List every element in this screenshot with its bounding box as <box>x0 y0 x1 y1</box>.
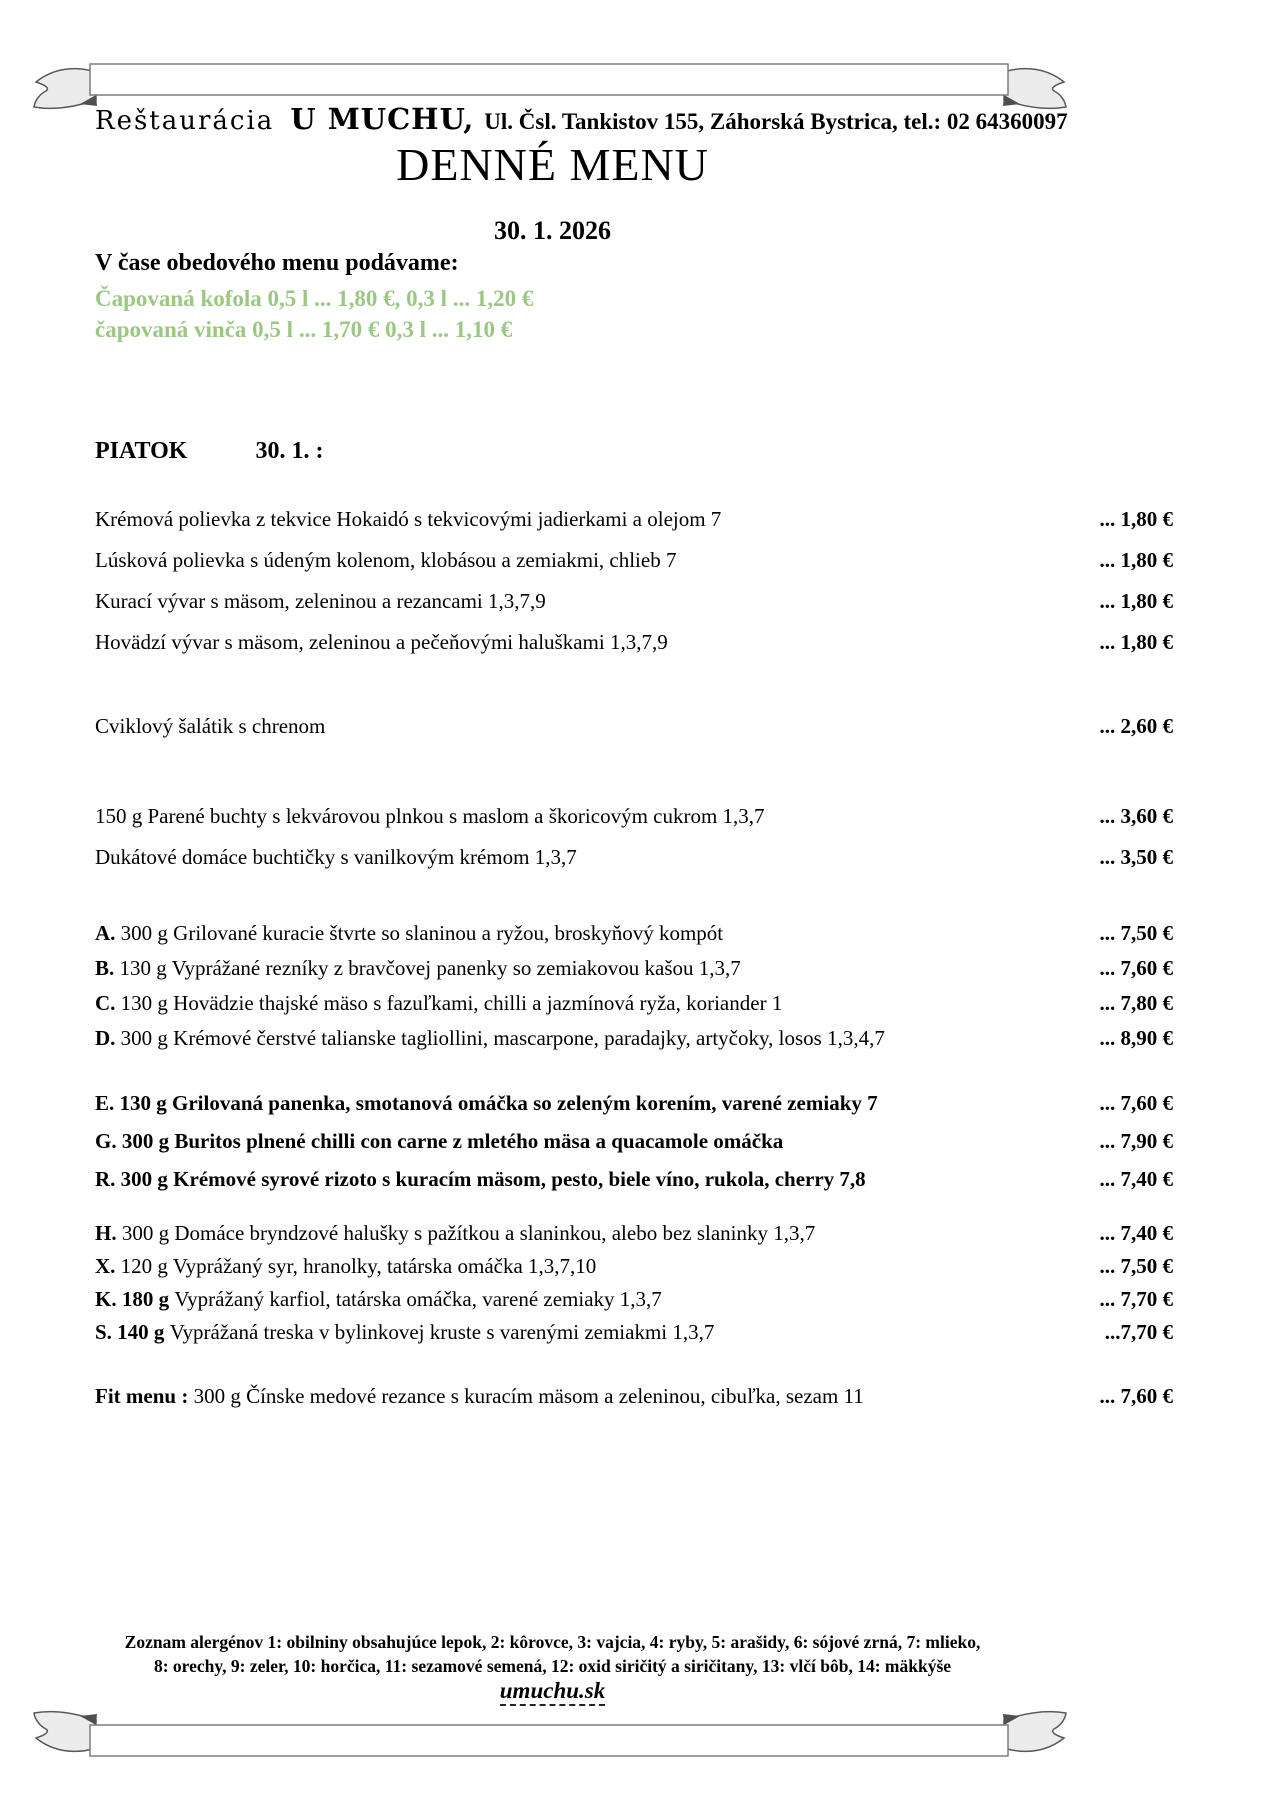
menu-section-fit <box>95 1382 1173 1410</box>
item-text: Kurací vývar s mäsom, zeleninou a rezancami 1,3,7,9 <box>95 589 546 613</box>
menu-item <box>95 1382 1173 1410</box>
item-price: ... 3,60 € <box>1099 804 1173 828</box>
menu-item <box>95 954 1173 982</box>
menu-section-mains1 <box>95 919 1173 1052</box>
allergen-list <box>95 1630 1010 1678</box>
item-prefix: S. 140 g <box>95 1320 170 1344</box>
item-text: B. 130 g Vyprážané rezníky z bravčovej panenky so zemiakovou kašou 1,3,7 <box>95 956 741 980</box>
menu-section-salad <box>95 712 1173 740</box>
item-price: ... 7,60 € <box>1099 1091 1173 1115</box>
drinks-offer <box>95 283 533 345</box>
menu-sections <box>95 505 1173 1410</box>
menu-section-soups <box>95 505 1173 656</box>
menu-item <box>95 1285 1173 1313</box>
day-heading <box>95 438 323 465</box>
menu-item <box>95 1127 1173 1155</box>
menu-item <box>95 628 1173 656</box>
allergen-line-1: Zoznam alergénov 1: obilniny obsahujúce lepok, 2: kôrovce, 3: vajcia, 4: ryby, 5: arašidy, 6: sójové zrná, 7: mlieko, <box>124 1632 981 1652</box>
item-text: 150 g Parené buchty s lekvárovou plnkou s maslom a škoricovým cukrom 1,3,7 <box>95 804 765 828</box>
menu-section-mains2 <box>95 1089 1173 1193</box>
menu-section-sweets <box>95 802 1173 871</box>
item-price: ... 1,80 € <box>1099 548 1173 572</box>
item-price: ... 7,40 € <box>1099 1221 1173 1245</box>
drink-line-vinca: čapovaná vinča 0,5 l ... 1,70 € 0,3 l ... 1,10 € <box>95 317 513 342</box>
item-text: Cviklový šalátik s chrenom <box>95 714 326 738</box>
website-line <box>95 1678 1010 1704</box>
item-prefix: K. 180 g <box>95 1287 175 1311</box>
item-prefix: X. <box>95 1254 121 1278</box>
item-price: ... 7,60 € <box>1099 956 1173 980</box>
item-prefix: H. <box>95 1221 122 1245</box>
restaurant-name: U MUCHU, <box>290 102 475 136</box>
menu-item <box>95 843 1173 871</box>
menu-item <box>95 505 1173 533</box>
item-price: ... 1,80 € <box>1099 630 1173 654</box>
menu-item <box>95 587 1173 615</box>
item-text: K. 180 g Vyprážaný karfiol, tatárska omáčka, varené zemiaky 1,3,7 <box>95 1287 662 1311</box>
item-price: ...7,70 € <box>1104 1320 1173 1344</box>
drinks-intro: V čase obedového menu podávame: <box>95 250 459 276</box>
menu-item <box>95 802 1173 830</box>
page-title: DENNÉ MENU <box>396 139 709 190</box>
menu-item <box>95 989 1173 1017</box>
website-url: umuchu.sk <box>500 1678 605 1706</box>
item-prefix: D. <box>95 1026 121 1050</box>
day-name: PIATOK <box>95 438 188 464</box>
drink-line-kofola: Čapovaná kofola 0,5 l ... 1,80 €, 0,3 l ... 1,20 € <box>95 286 534 311</box>
menu-item <box>95 712 1173 740</box>
item-price: ... 1,80 € <box>1099 589 1173 613</box>
item-text: X. 120 g Vyprážaný syr, hranolky, tatárska omáčka 1,3,7,10 <box>95 1254 597 1278</box>
item-price: ... 7,70 € <box>1099 1287 1173 1311</box>
item-text: G. 300 g Buritos plnené chilli con carne z mletého mäsa a quacamole omáčka <box>95 1129 784 1153</box>
ribbon-banner-bottom-icon <box>30 1702 1070 1760</box>
item-price: ... 7,60 € <box>1099 1384 1173 1408</box>
item-price: ... 7,90 € <box>1099 1129 1173 1153</box>
menu-section-mains3 <box>95 1219 1173 1346</box>
item-text: Lúsková polievka s údeným kolenom, klobásou a zemiakmi, chlieb 7 <box>95 548 677 572</box>
item-text: Krémová polievka z tekvice Hokaidó s tekvicovými jadierkami a olejom 7 <box>95 507 722 531</box>
item-price: ... 2,60 € <box>1099 714 1173 738</box>
item-prefix: C. <box>95 991 121 1015</box>
menu-item <box>95 1318 1173 1346</box>
item-prefix: A. <box>95 921 121 945</box>
item-prefix: R. <box>95 1167 121 1191</box>
item-prefix: E. <box>95 1091 120 1115</box>
item-price: ... 7,50 € <box>1099 921 1173 945</box>
item-text: R. 300 g Krémové syrové rizoto s kuracím mäsom, pesto, biele víno, rukola, cherry 7,8 <box>95 1167 866 1191</box>
item-price: ... 8,90 € <box>1099 1026 1173 1050</box>
item-price: ... 7,80 € <box>1099 991 1173 1015</box>
item-prefix: B. <box>95 956 120 980</box>
item-text: Hovädzí vývar s mäsom, zeleninou a pečeňovými haluškami 1,3,7,9 <box>95 630 668 654</box>
menu-item <box>95 1165 1173 1193</box>
item-text: A. 300 g Grilované kuracie štvrte so slaninou a ryžou, broskyňový kompót <box>95 921 724 945</box>
menu-item <box>95 919 1173 947</box>
item-price: ... 1,80 € <box>1099 507 1173 531</box>
item-prefix: Fit menu : <box>95 1384 194 1408</box>
item-text: Dukátové domáce buchtičky s vanilkovým krémom 1,3,7 <box>95 845 577 869</box>
menu-item <box>95 1252 1173 1280</box>
restaurant-label: Reštaurácia <box>95 106 275 136</box>
menu-date: 30. 1. 2026 <box>494 216 611 245</box>
item-text: E. 130 g Grilovaná panenka, smotanová omáčka so zeleným korením, varené zemiaky 7 <box>95 1091 878 1115</box>
item-text: Fit menu : 300 g Čínske medové rezance s kuracím mäsom a zeleninou, cibuľka, sezam 11 <box>95 1384 864 1408</box>
menu-item <box>95 1089 1173 1117</box>
restaurant-header <box>95 102 1068 136</box>
item-prefix: G. <box>95 1129 122 1153</box>
menu-item <box>95 1219 1173 1247</box>
day-date: 30. 1. : <box>255 438 324 464</box>
item-price: ... 3,50 € <box>1099 845 1173 869</box>
item-text: C. 130 g Hovädzie thajské mäso s fazuľkami, chilli a jazmínová ryža, koriander 1 <box>95 991 783 1015</box>
item-text: D. 300 g Krémové čerstvé talianske tagliollini, mascarpone, paradajky, artyčoky, losos 1,3,4,7 <box>95 1026 885 1050</box>
item-text: S. 140 g Vyprážaná treska v bylinkovej kruste s varenými zemiakmi 1,3,7 <box>95 1320 715 1344</box>
restaurant-address: Ul. Čsl. Tankistov 155, Záhorská Bystrica, tel.: 02 64360097 <box>484 109 1068 134</box>
item-text: H. 300 g Domáce bryndzové halušky s pažítkou a slaninkou, alebo bez slaninky 1,3,7 <box>95 1221 816 1245</box>
menu-item <box>95 546 1173 574</box>
menu-item <box>95 1024 1173 1052</box>
item-price: ... 7,50 € <box>1099 1254 1173 1278</box>
allergen-line-2: 8: orechy, 9: zeler, 10: horčica, 11: sezamové semená, 12: oxid siričitý a siričitany, 13: vlčí bôb, 14: mäkkýše <box>153 1656 952 1676</box>
item-price: ... 7,40 € <box>1099 1167 1173 1191</box>
